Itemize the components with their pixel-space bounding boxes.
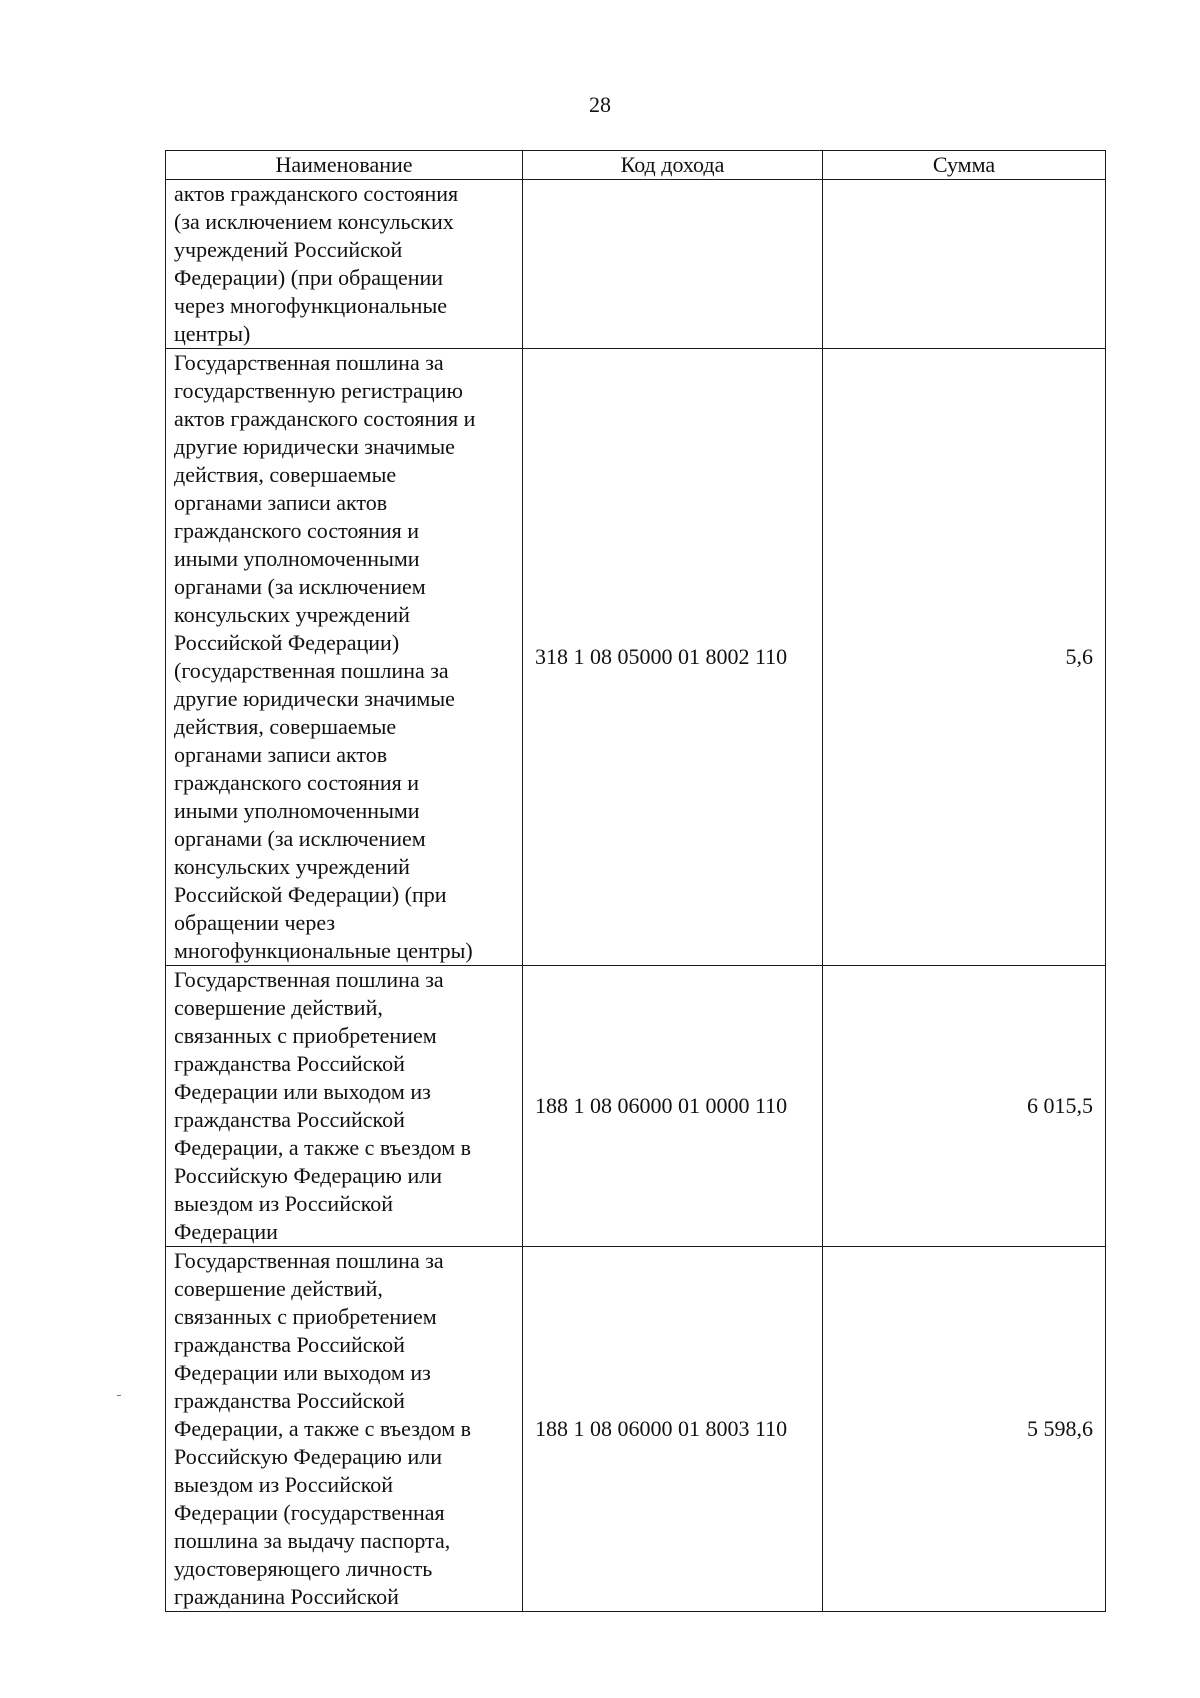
name-line: иными уполномоченными	[174, 798, 420, 823]
name-line: консульских учреждений	[174, 602, 410, 627]
row-sum-cell	[823, 180, 1106, 349]
name-line: совершение действий,	[174, 1276, 383, 1301]
name-line: Государственная пошлина за	[174, 350, 444, 375]
name-line: Государственная пошлина за	[174, 1248, 444, 1273]
name-line: гражданства Российской	[174, 1107, 405, 1132]
row-sum-cell: 5 598,6	[823, 1247, 1106, 1612]
row-sum-cell: 6 015,5	[823, 966, 1106, 1247]
name-line: многофункциональные центры)	[174, 938, 473, 963]
table-row	[166, 1247, 1106, 1612]
name-line: гражданства Российской	[174, 1388, 405, 1413]
name-line: связанных с приобретением	[174, 1023, 437, 1048]
name-line: действия, совершаемые	[174, 462, 397, 487]
name-line: Государственная пошлина за	[174, 967, 444, 992]
header-code: Код дохода	[523, 151, 823, 180]
name-line: актов гражданского состояния	[174, 181, 459, 206]
scan-artifact	[117, 1395, 121, 1396]
name-line: гражданского состояния и	[174, 770, 420, 795]
row-code-cell: 318 1 08 05000 01 8002 110	[523, 349, 823, 966]
row-sum-cell: 5,6	[823, 349, 1106, 966]
name-line: обращении через	[174, 910, 336, 935]
name-line: иными уполномоченными	[174, 546, 420, 571]
name-line: выездом из Российской	[174, 1472, 394, 1497]
name-line: Федерации или выходом из	[174, 1079, 431, 1104]
name-line: действия, совершаемые	[174, 714, 397, 739]
name-line: другие юридически значимые	[174, 686, 455, 711]
name-line: Федерации	[174, 1219, 278, 1244]
name-line: гражданина Российской	[174, 1584, 399, 1609]
row-code-cell: 188 1 08 06000 01 8003 110	[523, 1247, 823, 1612]
row-name-cell	[166, 349, 523, 966]
table-row	[166, 966, 1106, 1247]
name-line: гражданства Российской	[174, 1332, 405, 1357]
name-line: гражданского состояния и	[174, 518, 420, 543]
name-line: Российскую Федерацию или	[174, 1444, 442, 1469]
table-row	[166, 180, 1106, 349]
name-line: органами (за исключением	[174, 574, 426, 599]
row-code-cell	[523, 180, 823, 349]
name-line: органами (за исключением	[174, 826, 426, 851]
row-code-cell: 188 1 08 06000 01 0000 110	[523, 966, 823, 1247]
name-line: удостоверяющего личность	[174, 1556, 433, 1581]
page-number: 28	[589, 92, 611, 117]
table-body	[166, 180, 1106, 1612]
name-line: актов гражданского состояния и	[174, 406, 476, 431]
name-line: (за исключением консульских	[174, 209, 454, 234]
header-name: Наименование	[166, 151, 523, 180]
header-sum: Сумма	[823, 151, 1106, 180]
table-row	[166, 349, 1106, 966]
name-line: через многофункциональные	[174, 293, 448, 318]
row-name-cell	[166, 966, 523, 1247]
revenue-table	[165, 150, 1106, 1612]
name-line: Российской Федерации)	[174, 630, 400, 655]
name-line: выездом из Российской	[174, 1191, 394, 1216]
table-header-row	[166, 151, 1106, 180]
name-line: Федерации) (при обращении	[174, 265, 444, 290]
name-line: пошлина за выдачу паспорта,	[174, 1528, 451, 1553]
name-line: Федерации (государственная	[174, 1500, 445, 1525]
name-line: государственную регистрацию	[174, 378, 463, 403]
name-line: Федерации, а также с въездом в	[174, 1135, 472, 1160]
row-name-cell	[166, 1247, 523, 1612]
name-line: совершение действий,	[174, 995, 383, 1020]
name-line: связанных с приобретением	[174, 1304, 437, 1329]
name-line: органами записи актов	[174, 490, 388, 515]
row-name-cell	[166, 180, 523, 349]
name-line: органами записи актов	[174, 742, 388, 767]
name-line: центры)	[174, 321, 251, 346]
name-line: учреждений Российской	[174, 237, 403, 262]
name-line: Федерации, а также с въездом в	[174, 1416, 472, 1441]
name-line: гражданства Российской	[174, 1051, 405, 1076]
name-line: консульских учреждений	[174, 854, 410, 879]
name-line: (государственная пошлина за	[174, 658, 449, 683]
name-line: Федерации или выходом из	[174, 1360, 431, 1385]
name-line: Российскую Федерацию или	[174, 1163, 442, 1188]
name-line: Российской Федерации) (при	[174, 882, 447, 907]
name-line: другие юридически значимые	[174, 434, 455, 459]
